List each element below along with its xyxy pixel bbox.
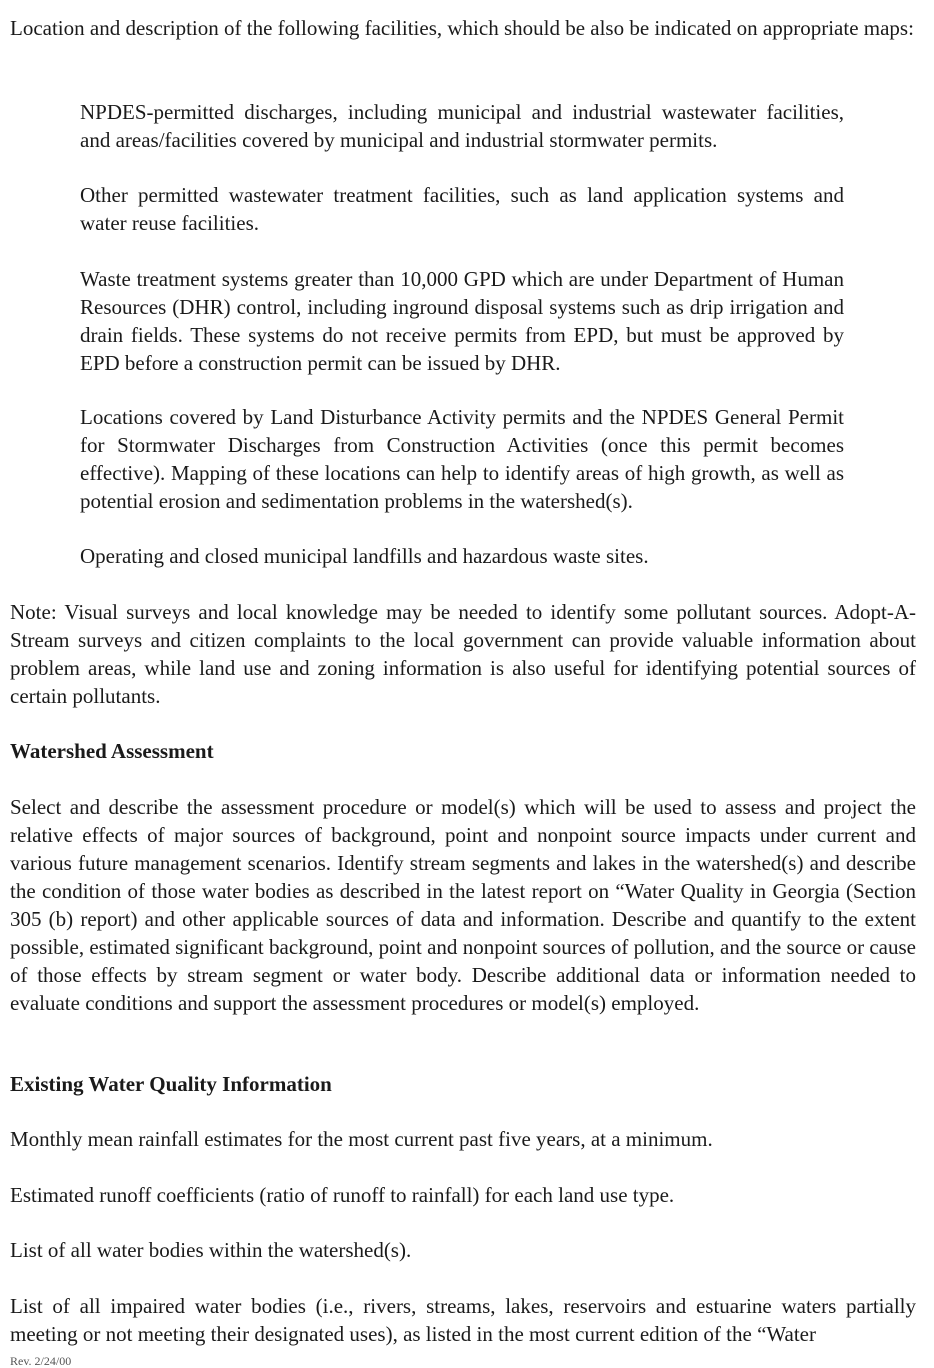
facility-item-npdes: NPDES-permitted discharges, including municipal and industrial wastewater facilities, and areas/facilities covered by municipal and industrial stormwater permits. (80, 100, 844, 152)
watershed-assessment-body: Select and describe the assessment procedure or model(s) which will be used to assess and project the relative effects of major sources of background, point and nonpoint source impacts under current and various future management scenarios. Identify stream segments and lakes in the watershed(s) and describe the condition of those water bodies as described in the latest report on “Water Quality in Georgia (Section 305 (b) report) and other applicable sources of data and information. Describe and quantify to the extent possible, estimated significant background, point and nonpoint sources of pollution, and the source or cause of those effects by stream segment or water body. Describe additional data or information needed to evaluate conditions and support the assessment procedures or model(s) employed. (10, 795, 916, 1015)
water-quality-item-water-bodies: List of all water bodies within the watershed(s). (10, 1238, 412, 1262)
facility-item-waste-treatment: Waste treatment systems greater than 10,000 GPD which are under Department of Human Resources (DHR) control, including inground disposal systems such as drip irrigation and drain fields. These systems do not receive permits from EPD, but must be approved by EPD before a construction permit can be issued by DHR. (80, 267, 844, 375)
intro-paragraph: Location and description of the following facilities, which should be also be indicated on appropriate maps: (10, 16, 914, 40)
existing-water-quality-heading: Existing Water Quality Information (10, 1072, 332, 1096)
facility-item-landfills: Operating and closed municipal landfills and hazardous waste sites. (80, 544, 649, 568)
facility-item-land-disturbance: Locations covered by Land Disturbance Activity permits and the NPDES General Permit for Stormwater Discharges from Construction Activities (once this permit becomes effective). Mapping of these locations can help to identify areas of high growth, as well as potential erosion and sedimentation problems in the watershed(s). (80, 405, 844, 513)
water-quality-item-rainfall: Monthly mean rainfall estimates for the most current past five years, at a minimum. (10, 1127, 713, 1151)
watershed-assessment-heading: Watershed Assessment (10, 739, 214, 763)
water-quality-item-impaired: List of all impaired water bodies (i.e., rivers, streams, lakes, reservoirs and estuarine waters partially meeting or not meeting their designated uses), as listed in the most current edition of the “Water (10, 1294, 916, 1346)
revision-footer: Rev. 2/24/00 (10, 1354, 72, 1368)
facility-item-other-wastewater: Other permitted wastewater treatment facilities, such as land application systems and water reuse facilities. (80, 183, 844, 235)
water-quality-item-runoff: Estimated runoff coefficients (ratio of runoff to rainfall) for each land use type. (10, 1183, 675, 1207)
note-paragraph: Note: Visual surveys and local knowledge may be needed to identify some pollutant sources. Adopt-A-Stream surveys and citizen complaints to the local government can provide valuable information about problem areas, while land use and zoning information is also useful for identifying potential sources of certain pollutants. (10, 600, 916, 708)
